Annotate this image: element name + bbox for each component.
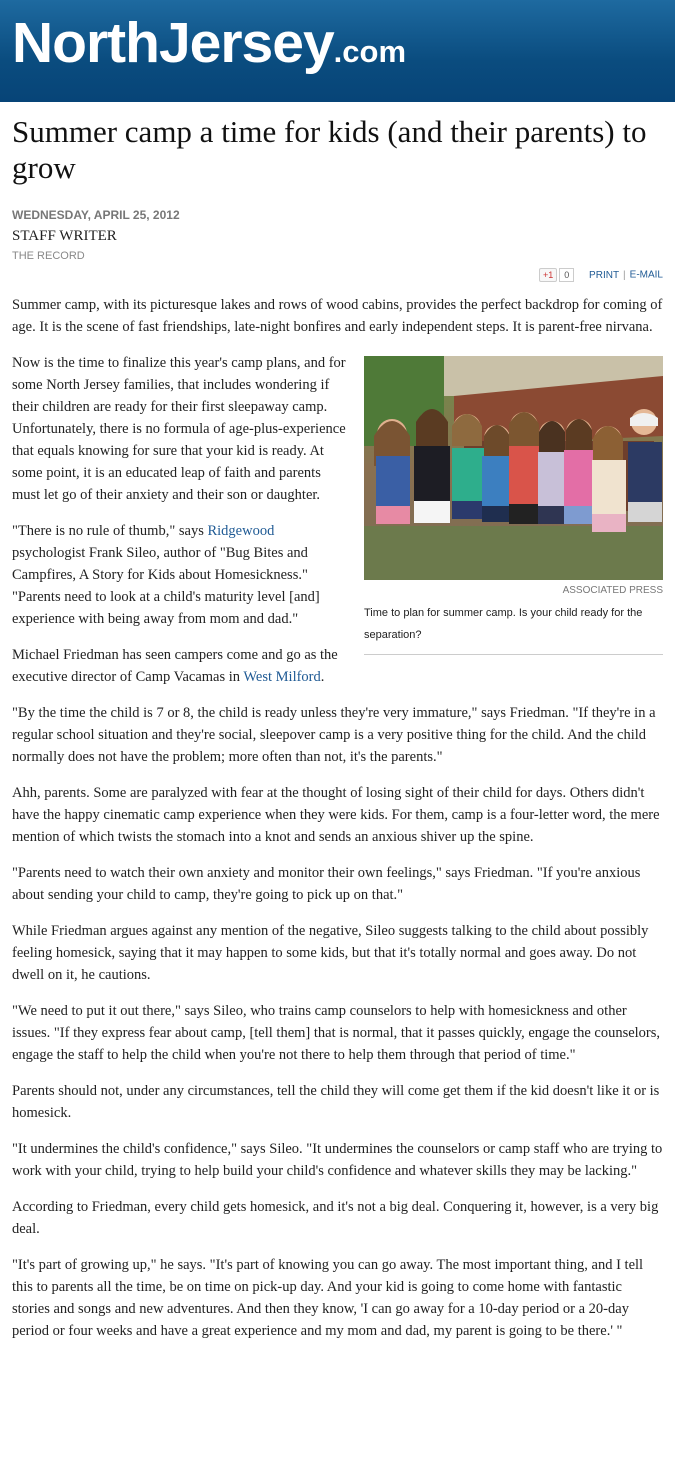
print-link[interactable]: PRINT: [589, 269, 620, 281]
paragraph: "It undermines the child's confidence," says Sileo. "It undermines the counselors or camp staff who are trying to work with your child, trying to help build your child's confidence and whatever skills they may be lacking.": [12, 1141, 663, 1179]
article-date: WEDNESDAY, APRIL 25, 2012: [12, 208, 180, 222]
photo-credit: ASSOCIATED PRESS: [562, 585, 663, 596]
ridgewood-link[interactable]: Ridgewood: [207, 523, 275, 539]
logo-suffix: .com: [333, 34, 407, 69]
article-body: [12, 294, 663, 1342]
google-plus-button[interactable]: +1: [539, 268, 557, 282]
paragraph: According to Friedman, every child gets homesick, and it's not a big deal. Conquering it, however, is a very big deal.: [12, 1199, 659, 1237]
article: [0, 114, 675, 1342]
west-milford-link[interactable]: West Milford: [243, 669, 321, 685]
paragraph: Now is the time to finalize this year's camp plans, and for some North Jersey families, that includes wondering if their children are ready for their first sleepaway camp. Unfortunately, there is no formula of age-plus-experience that equals knowing for sure that your kid is ready. At some point, it is an educated leap of faith and parents must let go of their anxiety and their son or daughter.: [12, 355, 346, 503]
headline: Summer camp a time for kids (and their parents) to grow: [12, 114, 647, 185]
paragraph: "By the time the child is 7 or 8, the child is ready unless they're very immature," says Friedman. "If they're in a regular school situation and they're social, sleepover camp is a very positive thing for the child. And the child normally does not have the problem; more often than not, it's the parents.": [12, 705, 656, 765]
site-logo[interactable]: [12, 10, 406, 76]
masthead: [0, 0, 675, 102]
byline: STAFF WRITER: [12, 228, 117, 244]
email-link[interactable]: E-MAIL: [629, 269, 663, 281]
paragraph: Summer camp, with its picturesque lakes and rows of wood cabins, provides the perfect backdrop for coming of age. It is the scene of fast friendships, late-night bonfires and early independent steps. It is parent-free nirvana.: [12, 297, 663, 335]
paragraph: Ahh, parents. Some are paralyzed with fear at the thought of losing sight of their child for days. Others didn't have the happy cinematic camp experience when they were kids. For them, camp is a four-letter word, the mere mention of which twists the stomach into a knot and sends an anxious shiver up the spine.: [12, 785, 660, 845]
logo-main: NorthJersey: [12, 11, 334, 75]
source: THE RECORD: [12, 250, 85, 262]
paragraph: "Parents need to watch their own anxiety and monitor their own feelings," says Friedman. "If you're anxious about sending your child to camp, they're going to pick up on that.": [12, 865, 641, 903]
paragraph: Parents should not, under any circumstances, tell the child they will come get them if the kid doesn't like it or is homesick.: [12, 1083, 660, 1121]
photo-caption: Time to plan for summer camp. Is your child ready for the separation?: [364, 607, 643, 641]
paragraph: While Friedman argues against any mention of the negative, Sileo suggests talking to the child about possibly feeling homesick, saying that it may happen to some kids, but that it's totally normal and goes away. Do not dwell on it, he cautions.: [12, 923, 649, 983]
paragraph: "We need to put it out there," says Sileo, who trains camp counselors to help with homesickness and other issues. "If they express fear about camp, [tell them] that is normal, that it passes quickly, engage the counselors, engage the staff to help the child when you're not there to help them through that period of time.": [12, 1003, 661, 1063]
photo-box: [364, 356, 663, 655]
article-tools: [12, 268, 663, 284]
tools-separator: |: [623, 269, 626, 281]
gplus-count: 0: [559, 268, 574, 282]
paragraph-text: "There is no rule of thumb," says: [12, 523, 208, 539]
paragraph-text: psychologist Frank Sileo, author of "Bug Bites and Campfires, A Story for Kids about Homesickness." "Parents need to look at a child's maturity level [and] experience with being away from mom and dad.": [12, 545, 320, 627]
camp-photo[interactable]: [364, 356, 663, 580]
paragraph-text: .: [320, 669, 325, 685]
paragraph: "It's part of growing up," he says. "It's part of knowing you can go away. The most important thing, and I tell this to parents all the time, be on time on pick-up day. And your kid is going to come home with fantastic stories and songs and new adventures. And then they know, 'I can go away for a 10-day period or a 20-day period or four weeks and have a great experience and my mom and dad, my parent is going to be there.' ": [12, 1257, 644, 1339]
paragraph-text: Michael Friedman has seen campers come and go as the executive director of Camp Vacamas in: [12, 647, 338, 685]
